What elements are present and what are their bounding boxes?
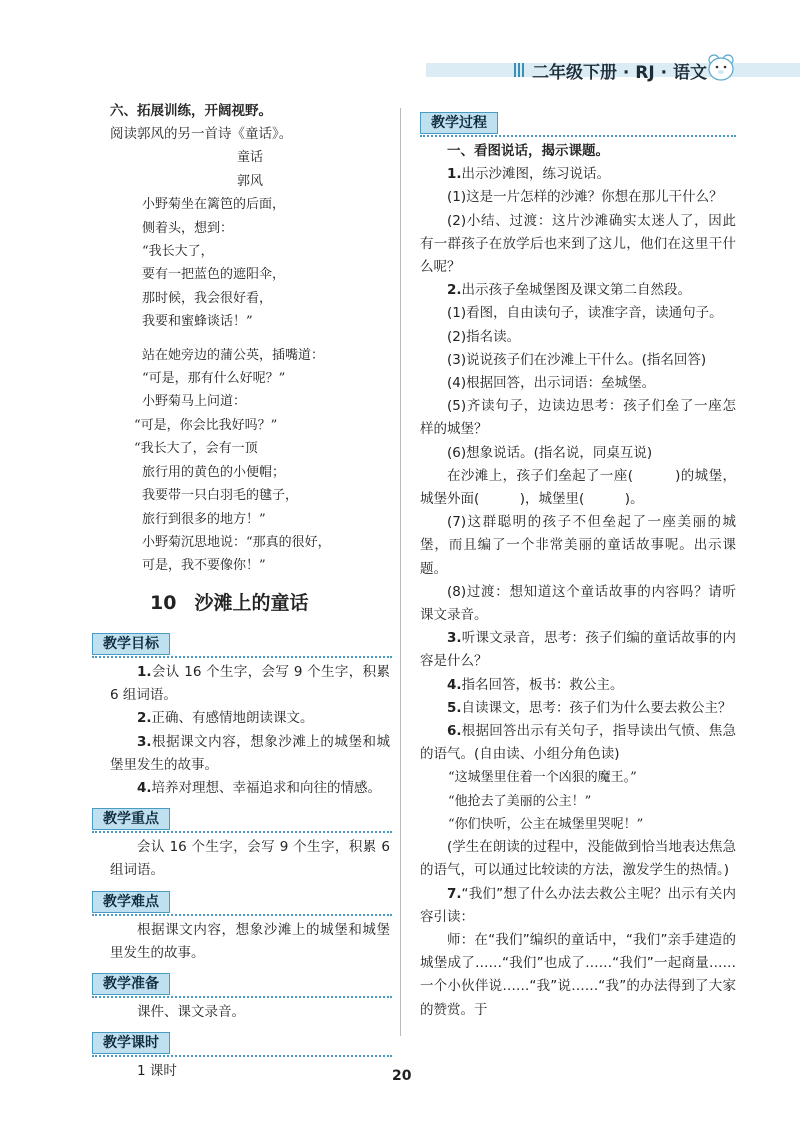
poem-line: 小野菊马上问道： [142,394,247,410]
goal-item: 4.培养对理想、幸福追求和向往的情感。 [137,779,382,796]
section-preparation: 教学准备 [92,973,170,995]
lesson-number: 10 [150,591,177,614]
quote-line: “他抢去了美丽的公主！” [448,793,592,809]
poem-line: “可是，那有什么好呢？” [142,371,286,387]
step-detail: (6)想象说话。(指名说，同桌互说) [447,444,653,461]
step-detail: (5)齐读句子，边读边思考：孩子们垒了一座怎样的城堡？ [420,398,736,438]
poem-line: 旅行到很多的地方！” [142,511,266,527]
poem-line: 小野菊坐在篱笆的后面， [142,197,286,213]
step: 4.指名回答，板书：救公主。 [447,676,624,693]
step-detail: (2)指名读。 [447,328,521,345]
poem-line: 可是，我不要像你！” [142,558,266,574]
step-detail: (8)过渡：想知道这个童话故事的内容吗？请听课文录音。 [420,583,736,624]
step-detail: 师：在“我们”编织的童话中，“我们”亲手建造的城堡成了……“我们”也成了……“我们”一起商量……一个小伙伴说……“我”说……“我”的办法得到了大家的赞赏。于 [420,931,736,1018]
poem-line: “我长大了，会有一顶 [134,441,258,457]
bear-mascot-icon [706,52,736,82]
lesson-name: 沙滩上的童话 [194,591,309,614]
poem-title: 童话 [236,150,263,166]
poem-line: 站在她旁边的蒲公英，插嘴道： [142,347,325,363]
step-detail: (2)小结、过渡：这片沙滩确实太迷人了，因此有一群孩子在放学后也来到了这儿，他们在这里干什么呢？ [420,212,736,276]
poem-line: 要有一把蓝色的遮阳伞， [142,267,286,283]
poem-author: 郭风 [236,173,263,189]
part-heading: 一、看图说话，揭示课题。 [447,143,609,159]
section-difficulties: 教学难点 [92,891,170,913]
extension-intro: 阅读郭风的另一首诗《童话》。 [110,126,293,143]
step-note: (学生在朗读的过程中，没能做到恰当地表达焦急的语气，可以通过比较读的方法，激发学生的热情。) [420,839,736,879]
header-stripes [514,63,524,77]
section-class-hours: 教学课时 [92,1032,170,1054]
difficulties-text: 根据课文内容，想象沙滩上的城堡和城堡里发生的故事。 [110,921,390,961]
step: 3.听课文录音，思考：孩子们编的童话故事的内容是什么？ [420,630,736,670]
step-detail: (1)这是一片怎样的沙滩？你想在那儿干什么？ [447,189,723,206]
section-key-points: 教学重点 [92,808,170,830]
left-column [103,100,390,1083]
goal-item: 3.根据课文内容，想象沙滩上的城堡和城堡里发生的故事。 [110,733,390,773]
step: 1.出示沙滩图，练习说话。 [447,166,611,183]
page-number: 20 [392,1068,412,1084]
quote-line: “你们快听，公主在城堡里哭呢！” [448,816,644,832]
step: 2.出示孩子垒城堡图及课文第二自然段。 [447,282,692,299]
section-process: 教学过程 [420,112,498,134]
section-goals: 教学目标 [92,633,170,655]
poem-line: 我要带一只白羽毛的毽子， [142,488,299,504]
step-detail: (7)这群聪明的孩子不但垒起了一座美丽的城堡，而且编了一个非常美丽的童话故事呢。出示课题。 [420,514,736,577]
preparation-text: 课件、课文录音。 [137,1003,245,1020]
poem-line: 我要和蜜蜂谈话！” [142,314,253,330]
key-points-text: 会认 16 个生字，会写 9 个生字，积累 6 组词语。 [110,839,390,879]
quote-line: “这城堡里住着一个凶狠的魔王。” [448,770,637,786]
poem-line: 小野菊沉思地说：“那真的很好， [142,534,331,550]
poem-line: 那时候，我会很好看， [142,290,273,306]
class-hours-text: 1 课时 [137,1063,177,1080]
step-detail: 在沙滩上，孩子们垒起了一座( )的城堡，城堡外面( )，城堡里( )。 [420,467,736,508]
step: 6.根据回答出示有关句子，指导读出气愤、焦急的语气。(自由读、小组分角色读) [420,723,736,763]
right-column [420,104,736,1022]
goal-item: 2.正确、有感情地朗读课文。 [137,710,314,727]
step: 5.自读课文，思考：孩子们为什么要去救公主？ [447,699,732,716]
step-detail: (1)看图，自由读句子，读准字音，读通句子。 [447,305,723,322]
column-divider [400,108,401,1036]
poem-line: “我长大了， [142,244,214,260]
book-label: 二年级下册 · RJ · 语文 [532,63,708,83]
lesson-title [150,592,390,615]
poem-line: 旅行用的黄色的小便帽； [142,464,286,480]
poem-line: “可是，你会比我好吗？” [134,417,278,433]
step-detail: (3)说说孩子们在沙滩上干什么。(指名回答) [447,351,707,368]
step-detail: (4)根据回答，出示词语：垒城堡。 [447,375,656,392]
extension-heading: 六、拓展训练，开阔视野。 [110,103,272,119]
poem-line: 侧着头，想到： [142,220,234,236]
goal-item: 1.会认 16 个生字，会写 9 个生字，积累 6 组词语。 [110,663,390,704]
step: 7.“我们”想了什么办法去救公主呢？出示有关内容引读： [420,885,736,925]
